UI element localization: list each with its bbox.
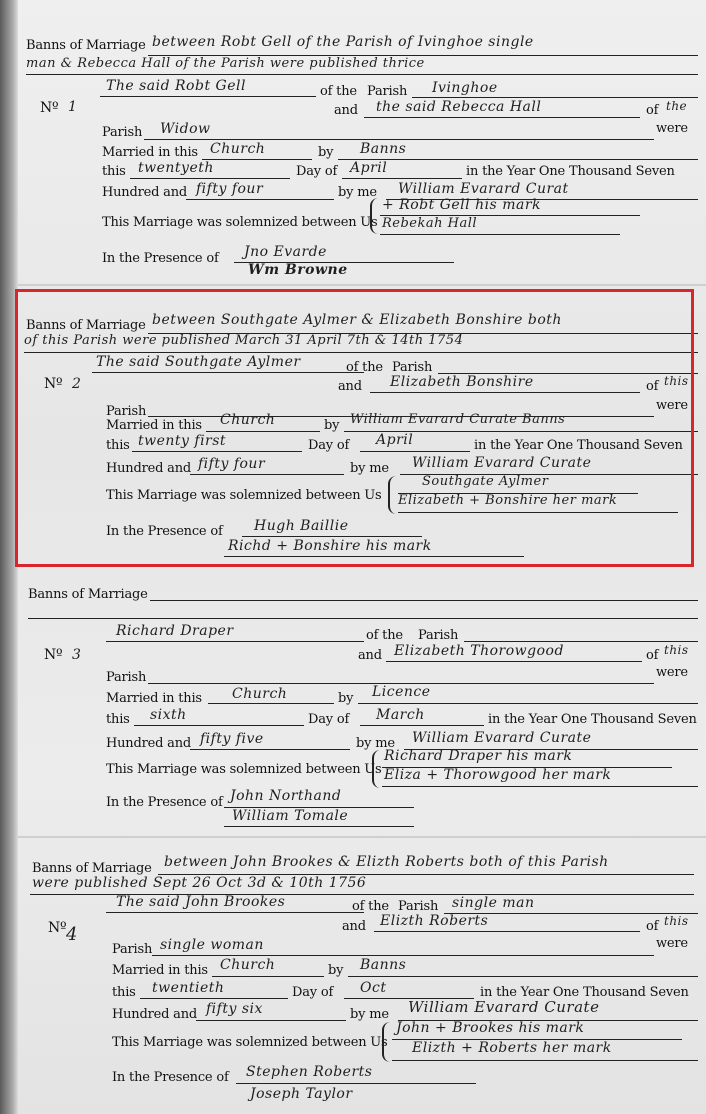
groom-name: The said John Brookes: [116, 894, 286, 910]
by-me-label: by me: [356, 736, 395, 751]
groom-name: Richard Draper: [116, 623, 234, 639]
signature-2: Eliza + Thorowgood her mark: [384, 767, 612, 783]
month-rule: [342, 178, 462, 179]
signature-2: Elizabeth + Bonshire her mark: [398, 493, 618, 508]
witness-2: Richd + Bonshire his mark: [228, 538, 432, 554]
signature-2-rule: [392, 1060, 698, 1061]
minister-value: William Evarard Curate: [412, 730, 592, 746]
of-the-label: of the: [352, 899, 389, 914]
day-rule: [134, 725, 304, 726]
year-rule: [186, 199, 334, 200]
of-label: of: [646, 379, 659, 394]
solemnized-label: This Marriage was solemnized between Us: [106, 762, 382, 777]
parish-label: Parish: [398, 899, 439, 914]
in-year-label: in the Year One Thousand Seven: [488, 712, 697, 727]
signature-1: John + Brookes his mark: [396, 1020, 585, 1036]
were-label: were: [656, 398, 688, 413]
were-label: were: [656, 936, 688, 951]
place-rule: [202, 159, 312, 160]
bride-rule: [370, 392, 640, 393]
marriage-record-3: [20, 570, 700, 835]
year-rule: [190, 749, 350, 750]
this-label: this: [102, 164, 126, 179]
of-the-label: of the: [346, 360, 383, 375]
record-number: 1: [68, 99, 78, 115]
banns-text-line2: of this Parish were published March 31 April 7th & 14th 1754: [24, 333, 464, 348]
banns-text-line1: between Robt Gell of the Parish of Ivinghoe single: [152, 34, 534, 50]
month-value: Oct: [360, 980, 387, 996]
place-rule: [206, 431, 320, 432]
bride-parish: the: [666, 99, 688, 113]
signature-2-rule: [398, 512, 678, 513]
bride-rule: [374, 931, 640, 932]
witness-1-rule: [236, 1083, 476, 1084]
parish-label-2: Parish: [106, 670, 147, 685]
by-value: Banns: [360, 957, 407, 973]
groom-name: The said Robt Gell: [106, 78, 246, 94]
groom-rule: [106, 641, 364, 642]
year-value: fifty four: [196, 181, 264, 197]
in-year-label: in the Year One Thousand Seven: [480, 985, 689, 1000]
status-rule: [152, 955, 654, 956]
and-label: and: [338, 379, 362, 394]
witness-2: Joseph Taylor: [250, 1086, 353, 1102]
year-value: fifty four: [198, 456, 266, 472]
solemnized-label: This Marriage was solemnized between Us: [102, 215, 378, 230]
place: Church: [210, 141, 266, 157]
presence-label: In the Presence of: [102, 251, 219, 266]
witness-1: Jno Evarde: [244, 244, 327, 260]
record-number: 4: [66, 924, 78, 945]
place: Church: [220, 412, 276, 428]
groom-rule: [92, 372, 364, 373]
by-label: by: [324, 418, 340, 433]
marriage-record-2: [20, 290, 700, 566]
signature-brace: [370, 198, 380, 234]
place: Church: [232, 686, 288, 702]
day-rule: [132, 451, 302, 452]
bride-parish: this: [664, 914, 689, 928]
day-value: twenty first: [138, 433, 227, 449]
marriage-record-4: [20, 840, 700, 1110]
day-of-label: Day of: [292, 985, 334, 1000]
bride-rule: [386, 661, 642, 662]
groom-parish-rule: [464, 641, 698, 642]
and-label: and: [342, 919, 366, 934]
this-label: this: [112, 985, 136, 1000]
banns-text-line1: between Southgate Aylmer & Elizabeth Bonshire both: [152, 312, 562, 328]
record-number-label: Nº: [48, 920, 67, 936]
married-in-label: Married in this: [112, 963, 208, 978]
day-value: twentyeth: [138, 160, 214, 176]
witness-2: William Tomale: [232, 808, 349, 824]
month-value: April: [376, 432, 414, 448]
by-label: by: [318, 145, 334, 160]
month-rule: [360, 451, 470, 452]
groom-name: The said Southgate Aylmer: [96, 354, 301, 370]
parish-label-2: Parish: [106, 404, 147, 419]
groom-parish-rule: [412, 97, 698, 98]
married-in-label: Married in this: [106, 691, 202, 706]
signature-2-rule: [382, 786, 698, 787]
of-label: of: [646, 648, 659, 663]
solemnized-label: This Marriage was solemnized between Us: [112, 1035, 388, 1050]
were-label: were: [656, 665, 688, 680]
banns-label: Banns of Marriage: [28, 587, 148, 602]
presence-label: In the Presence of: [106, 795, 223, 810]
witness-1: Hugh Baillie: [254, 518, 349, 534]
banns-rule-2: [24, 352, 698, 353]
bride-name: Elizth Roberts: [380, 913, 489, 929]
bride-parish: this: [664, 643, 689, 657]
banns-label: Banns of Marriage: [26, 318, 146, 333]
signature-1: Richard Draper his mark: [384, 748, 573, 764]
minister-value: William Evarard Curate: [408, 998, 600, 1016]
this-label: this: [106, 438, 130, 453]
of-the-label: of the: [320, 84, 357, 99]
minister-value: William Evarard Curat: [398, 181, 569, 197]
record-number-label: Nº: [44, 376, 63, 392]
status-rule: [144, 139, 654, 140]
in-year-label: in the Year One Thousand Seven: [466, 164, 675, 179]
of-label: of: [646, 919, 659, 934]
witness-2-rule: [224, 826, 414, 827]
groom-rule: [106, 912, 364, 913]
of-the-label: of the: [366, 628, 403, 643]
year-rule: [196, 1020, 346, 1021]
page-crease-1: [18, 284, 706, 286]
banns-text-line2: were published Sept 26 Oct 3d & 10th 1756: [32, 875, 367, 891]
banns-rule-2: [26, 74, 698, 75]
in-year-label: in the Year One Thousand Seven: [474, 438, 683, 453]
groom-parish: Ivinghoe: [432, 80, 498, 96]
presence-label: In the Presence of: [112, 1070, 229, 1085]
hundred-and-label: Hundred and: [112, 1007, 198, 1022]
day-of-label: Day of: [308, 712, 350, 727]
hundred-and-label: Hundred and: [106, 461, 192, 476]
hundred-and-label: Hundred and: [106, 736, 192, 751]
place-rule: [208, 703, 334, 704]
marriage-record-1: [20, 0, 700, 285]
signature-2: Elizth + Roberts her mark: [412, 1040, 612, 1056]
solemnized-label: This Marriage was solemnized between Us: [106, 488, 382, 503]
year-rule: [190, 474, 344, 475]
signature-1: + Robt Gell his mark: [382, 197, 541, 213]
parish-label-2: Parish: [112, 942, 153, 957]
by-value: Banns: [360, 141, 407, 157]
record-number: 2: [72, 376, 82, 392]
parish-label: Parish: [367, 84, 408, 99]
month-value: March: [376, 707, 425, 723]
groom-rule: [100, 96, 316, 97]
signature-2-rule: [380, 234, 620, 235]
witness-1: John Northand: [230, 788, 342, 804]
day-rule: [140, 998, 288, 999]
by-me-label: by me: [350, 1007, 389, 1022]
day-of-label: Day of: [296, 164, 338, 179]
status: Widow: [160, 121, 211, 137]
signature-brace: [382, 1022, 392, 1062]
witness-2-rule: [224, 556, 524, 557]
hundred-and-label: Hundred and: [102, 185, 188, 200]
this-label: this: [106, 712, 130, 727]
minister-value: William Evarard Curate: [412, 455, 592, 471]
parish-label: Parish: [392, 360, 433, 375]
presence-label: In the Presence of: [106, 524, 223, 539]
witness-2: Wm Browne: [248, 262, 348, 278]
day-value: sixth: [150, 707, 187, 723]
were-label: were: [656, 121, 688, 136]
status: single woman: [160, 937, 264, 953]
signature-2: Rebekah Hall: [382, 216, 478, 231]
month-rule: [360, 725, 484, 726]
by-value: Licence: [372, 684, 431, 700]
banns-rule-2: [28, 618, 698, 619]
banns-label: Banns of Marriage: [32, 861, 152, 876]
groom-status: single man: [452, 895, 535, 911]
by-value: William Evarard Curate Banns: [350, 412, 566, 427]
banns-label: Banns of Marriage: [26, 38, 146, 53]
signature-brace: [388, 476, 398, 514]
record-number: 3: [72, 647, 82, 663]
page-crease-2: [18, 836, 706, 838]
month-value: April: [350, 160, 388, 176]
by-rule: [358, 703, 698, 704]
parish-label: Parish: [418, 628, 459, 643]
year-value: fifty six: [206, 1001, 263, 1017]
bride-parish: this: [664, 374, 689, 388]
record-number-label: Nº: [44, 647, 63, 663]
signature-1: Southgate Aylmer: [422, 474, 549, 489]
by-me-label: by me: [350, 461, 389, 476]
banns-text-line1: between John Brookes & Elizth Roberts both of this Parish: [164, 854, 609, 870]
day-of-label: Day of: [308, 438, 350, 453]
page-binding-edge: [0, 0, 18, 1114]
by-me-label: by me: [338, 185, 377, 200]
place: Church: [220, 957, 276, 973]
married-in-label: Married in this: [102, 145, 198, 160]
day-rule: [130, 178, 290, 179]
by-label: by: [328, 963, 344, 978]
witness-1: Stephen Roberts: [246, 1064, 373, 1080]
of-label: of: [646, 103, 659, 118]
bride-rule: [364, 117, 640, 118]
signature-brace: [372, 750, 382, 788]
witness-1-rule: [242, 536, 422, 537]
by-rule: [338, 159, 698, 160]
parish-label-2: Parish: [102, 125, 143, 140]
bride-name: the said Rebecca Hall: [376, 99, 542, 115]
and-label: and: [358, 648, 382, 663]
record-number-label: Nº: [40, 100, 59, 116]
year-value: fifty five: [200, 731, 264, 747]
banns-text-line2: man & Rebecca Hall of the Parish were published thrice: [26, 56, 425, 71]
bride-name: Elizabeth Bonshire: [390, 374, 534, 390]
banns-rule-1: [150, 600, 698, 601]
and-label: and: [334, 103, 358, 118]
by-label: by: [338, 691, 354, 706]
place-rule: [212, 976, 324, 977]
married-in-label: Married in this: [106, 418, 202, 433]
day-value: twentieth: [152, 980, 225, 996]
by-rule: [348, 976, 698, 977]
bride-name: Elizabeth Thorowgood: [394, 643, 564, 659]
